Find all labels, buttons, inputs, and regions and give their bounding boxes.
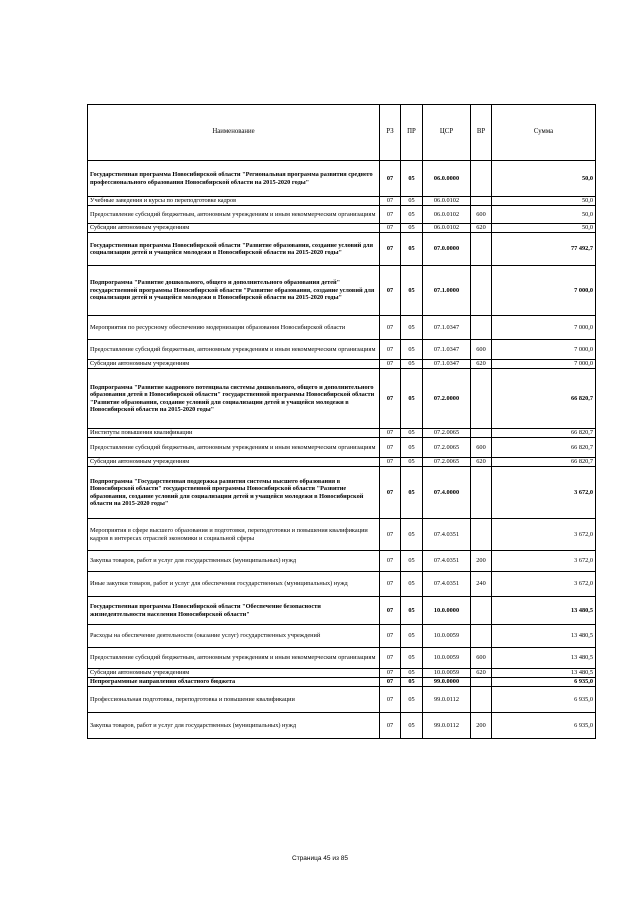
row-pr: 05	[401, 648, 423, 669]
row-name: Подпрограмма "Развитие кадрового потенциала системы дошкольного, общего и дополнительного образования детей в Новосибирской области" государственной программы Новосибирской области "Развитие образования, создание условий для социализации детей и учащейся молодежи в Новосибирской области на 2015-2020 годы"	[88, 369, 380, 429]
row-vr	[471, 266, 492, 316]
row-name: Предоставление субсидий бюджетным, автономным учреждениям и иным некоммерческим организациям	[88, 438, 380, 458]
header-sum: Сумма	[492, 105, 596, 161]
table-row	[88, 669, 596, 678]
page-number: Страница 45 из 85	[292, 855, 348, 862]
row-csr: 07.1.0347	[423, 340, 471, 360]
row-sum: 7 000,0	[492, 316, 596, 340]
table-row	[88, 369, 596, 429]
row-sum: 66 820,7	[492, 458, 596, 467]
table-row	[88, 572, 596, 597]
row-csr: 06.0.0102	[423, 224, 471, 233]
row-sum: 13 480,5	[492, 669, 596, 678]
row-csr: 06.0.0102	[423, 206, 471, 224]
row-rz: 07	[380, 572, 401, 597]
row-pr: 05	[401, 597, 423, 625]
row-name: Профессиональная подготовка, переподготовка и повышение квалификации	[88, 687, 380, 713]
table-row	[88, 224, 596, 233]
row-rz: 07	[380, 458, 401, 467]
row-csr: 07.4.0000	[423, 467, 471, 519]
table-row	[88, 551, 596, 572]
row-vr: 620	[471, 360, 492, 369]
row-rz: 07	[380, 316, 401, 340]
row-pr: 05	[401, 467, 423, 519]
table-row	[88, 429, 596, 438]
row-name: Субсидии автономным учреждениям	[88, 360, 380, 369]
row-name: Подпрограмма "Развитие дошкольного, общего и дополнительного образования детей" государственной программы Новосибирской области "Развитие образования, создание условий для социализации детей и учащейся молодежи в Новосибирской области на 2015-2020 годы"	[88, 266, 380, 316]
row-vr: 200	[471, 713, 492, 739]
row-pr: 05	[401, 678, 423, 687]
row-pr: 05	[401, 224, 423, 233]
row-pr: 05	[401, 625, 423, 648]
row-sum: 13 480,5	[492, 597, 596, 625]
row-pr: 05	[401, 429, 423, 438]
row-name: Предоставление субсидий бюджетным, автономным учреждениям и иным некоммерческим организациям	[88, 206, 380, 224]
row-rz: 07	[380, 197, 401, 206]
budget-table	[87, 104, 596, 739]
table-row	[88, 687, 596, 713]
row-rz: 07	[380, 519, 401, 551]
row-csr: 06.0.0000	[423, 161, 471, 197]
row-csr: 10.0.0059	[423, 625, 471, 648]
row-csr: 99.0.0000	[423, 678, 471, 687]
row-name: Предоставление субсидий бюджетным, автономным учреждениям и иным некоммерческим организациям	[88, 340, 380, 360]
row-sum: 50,0	[492, 206, 596, 224]
row-rz: 07	[380, 467, 401, 519]
row-name: Иные закупки товаров, работ и услуг для обеспечения государственных (муниципальных) нужд	[88, 572, 380, 597]
row-rz: 07	[380, 369, 401, 429]
row-csr: 99.0.0112	[423, 713, 471, 739]
row-name: Непрограммные направления областного бюджета	[88, 678, 380, 687]
row-rz: 07	[380, 597, 401, 625]
row-sum: 3 672,0	[492, 551, 596, 572]
row-pr: 05	[401, 340, 423, 360]
row-pr: 05	[401, 551, 423, 572]
row-pr: 05	[401, 316, 423, 340]
row-name: Учебные заведения и курсы по переподготовке кадров	[88, 197, 380, 206]
row-rz: 07	[380, 360, 401, 369]
row-csr: 07.2.0065	[423, 458, 471, 467]
row-rz: 07	[380, 648, 401, 669]
row-rz: 07	[380, 429, 401, 438]
row-rz: 07	[380, 625, 401, 648]
row-rz: 07	[380, 161, 401, 197]
row-name: Государственная программа Новосибирской области "Региональная программа развития среднего профессионального образования Новосибирской области на 2015-2020 годы"	[88, 161, 380, 197]
row-pr: 05	[401, 369, 423, 429]
row-csr: 07.4.0351	[423, 519, 471, 551]
row-vr: 600	[471, 206, 492, 224]
row-csr: 10.0.0000	[423, 597, 471, 625]
header-vr: ВР	[471, 105, 492, 161]
row-pr: 05	[401, 266, 423, 316]
table-row	[88, 467, 596, 519]
row-rz: 07	[380, 206, 401, 224]
row-sum: 6 935,0	[492, 687, 596, 713]
row-rz: 07	[380, 340, 401, 360]
row-name: Субсидии автономным учреждениям	[88, 224, 380, 233]
table-row	[88, 648, 596, 669]
row-pr: 05	[401, 713, 423, 739]
row-name: Мероприятия по ресурсному обеспечению модернизации образования Новосибирской области	[88, 316, 380, 340]
row-pr: 05	[401, 360, 423, 369]
table-row	[88, 597, 596, 625]
row-vr: 620	[471, 458, 492, 467]
row-csr: 99.0.0112	[423, 687, 471, 713]
row-vr	[471, 369, 492, 429]
row-name: Субсидии автономным учреждениям	[88, 458, 380, 467]
row-sum: 7 000,0	[492, 340, 596, 360]
table-row	[88, 233, 596, 266]
row-sum: 50,0	[492, 161, 596, 197]
row-pr: 05	[401, 572, 423, 597]
row-sum: 13 480,5	[492, 625, 596, 648]
table-row	[88, 340, 596, 360]
header-pr: ПР	[401, 105, 423, 161]
row-rz: 07	[380, 438, 401, 458]
row-sum: 7 000,0	[492, 360, 596, 369]
table-header-row	[88, 105, 596, 161]
row-name: Предоставление субсидий бюджетным, автономным учреждениям и иным некоммерческим организациям	[88, 648, 380, 669]
row-rz: 07	[380, 669, 401, 678]
row-vr	[471, 519, 492, 551]
table-row	[88, 206, 596, 224]
row-sum: 3 672,0	[492, 467, 596, 519]
row-name: Институты повышения квалификации	[88, 429, 380, 438]
row-rz: 07	[380, 678, 401, 687]
header-name: Наименование	[88, 105, 380, 161]
row-csr: 07.1.0000	[423, 266, 471, 316]
table-row	[88, 713, 596, 739]
row-csr: 07.4.0351	[423, 551, 471, 572]
table-row	[88, 625, 596, 648]
row-pr: 05	[401, 519, 423, 551]
row-name: Мероприятия в сфере высшего образования и подготовки, переподготовки и повышения квалификации кадров в интересах отраслей экономики и социальной сферы	[88, 519, 380, 551]
row-pr: 05	[401, 458, 423, 467]
row-vr	[471, 678, 492, 687]
row-sum: 50,0	[492, 197, 596, 206]
row-csr: 07.2.0000	[423, 369, 471, 429]
row-rz: 07	[380, 224, 401, 233]
table-row	[88, 161, 596, 197]
row-name: Закупка товаров, работ и услуг для государственных (муниципальных) нужд	[88, 551, 380, 572]
row-sum: 7 000,0	[492, 266, 596, 316]
row-vr	[471, 467, 492, 519]
row-name: Государственная программа Новосибирской области "Обеспечение безопасности жизнедеятельности населения Новосибирской области"	[88, 597, 380, 625]
row-vr	[471, 316, 492, 340]
row-sum: 66 820,7	[492, 438, 596, 458]
row-vr: 200	[471, 551, 492, 572]
row-sum: 3 672,0	[492, 572, 596, 597]
table-row	[88, 197, 596, 206]
row-csr: 07.2.0065	[423, 429, 471, 438]
row-csr: 07.0.0000	[423, 233, 471, 266]
header-csr: ЦСР	[423, 105, 471, 161]
row-vr: 620	[471, 669, 492, 678]
row-name: Расходы на обеспечение деятельности (оказание услуг) государственных учреждений	[88, 625, 380, 648]
row-vr	[471, 161, 492, 197]
table-row	[88, 438, 596, 458]
header-rz: РЗ	[380, 105, 401, 161]
row-vr	[471, 233, 492, 266]
row-sum: 6 935,0	[492, 713, 596, 739]
row-name: Субсидии автономным учреждениям	[88, 669, 380, 678]
row-vr: 600	[471, 340, 492, 360]
row-rz: 07	[380, 266, 401, 316]
table-row	[88, 458, 596, 467]
row-vr	[471, 197, 492, 206]
row-vr	[471, 429, 492, 438]
row-rz: 07	[380, 233, 401, 266]
row-rz: 07	[380, 551, 401, 572]
row-csr: 07.1.0347	[423, 316, 471, 340]
row-pr: 05	[401, 197, 423, 206]
row-name: Подпрограмма "Государственная поддержка развития системы высшего образования в Новосибирской области" государственной программы Новосибирской области "Развитие образования, создание условий для социализации детей и учащейся молодежи в Новосибирской области на 2015-2020 годы"	[88, 467, 380, 519]
row-vr	[471, 687, 492, 713]
table-row	[88, 316, 596, 340]
row-csr: 07.2.0065	[423, 438, 471, 458]
row-pr: 05	[401, 161, 423, 197]
row-sum: 77 492,7	[492, 233, 596, 266]
row-vr	[471, 597, 492, 625]
row-csr: 10.0.0059	[423, 648, 471, 669]
row-csr: 06.0.0102	[423, 197, 471, 206]
row-sum: 13 480,5	[492, 648, 596, 669]
row-rz: 07	[380, 687, 401, 713]
row-sum: 6 935,0	[492, 678, 596, 687]
table-row	[88, 266, 596, 316]
row-name: Закупка товаров, работ и услуг для государственных (муниципальных) нужд	[88, 713, 380, 739]
row-name: Государственная программа Новосибирской области "Развитие образования, создание условий для социализации детей и учащейся молодежи в Новосибирской области на 2015-2020 годы"	[88, 233, 380, 266]
row-csr: 07.4.0351	[423, 572, 471, 597]
row-sum: 50,0	[492, 224, 596, 233]
row-csr: 10.0.0059	[423, 669, 471, 678]
row-vr: 600	[471, 438, 492, 458]
row-pr: 05	[401, 669, 423, 678]
table-row	[88, 360, 596, 369]
row-pr: 05	[401, 233, 423, 266]
row-vr: 620	[471, 224, 492, 233]
row-vr: 600	[471, 648, 492, 669]
row-rz: 07	[380, 713, 401, 739]
table-row	[88, 678, 596, 687]
row-pr: 05	[401, 206, 423, 224]
row-pr: 05	[401, 438, 423, 458]
row-pr: 05	[401, 687, 423, 713]
row-sum: 3 672,0	[492, 519, 596, 551]
row-csr: 07.1.0347	[423, 360, 471, 369]
table-row	[88, 519, 596, 551]
row-vr	[471, 625, 492, 648]
row-sum: 66 820,7	[492, 369, 596, 429]
row-sum: 66 820,7	[492, 429, 596, 438]
row-vr: 240	[471, 572, 492, 597]
